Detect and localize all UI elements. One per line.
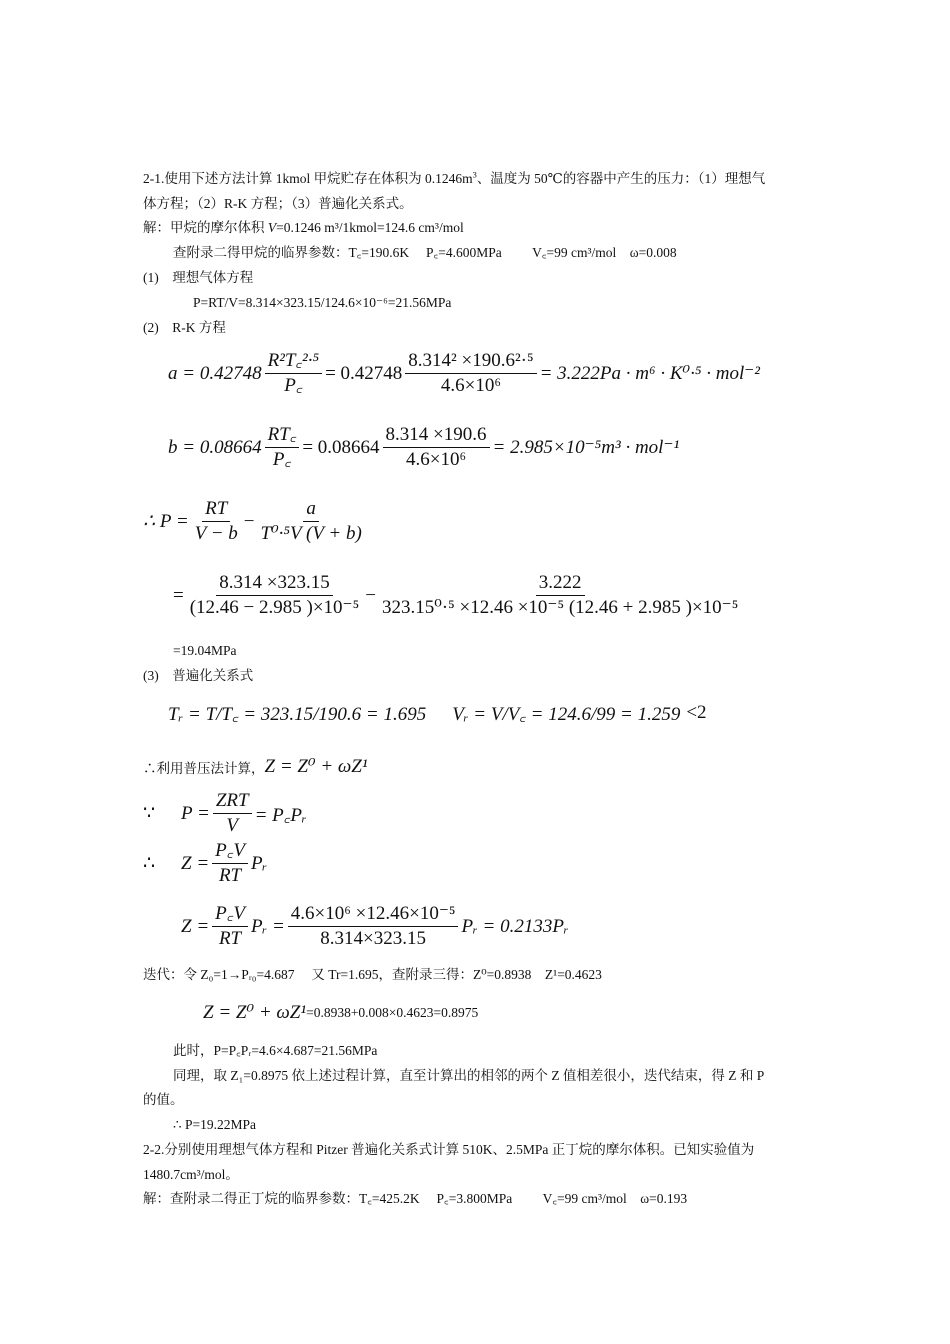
reduced-temperature: Tᵣ = T/T꜀ = 323.15/190.6 = 1.695 (168, 704, 427, 725)
numerator: RT (202, 498, 230, 522)
similarly-line1: 同理，取 Z₁=0.8975 依上述过程计算，直至计算出的相邻的两个 Z 值相差很小，迭代结束，得 Z 和 P (173, 1068, 765, 1083)
therefore-symbol: ∴ (143, 853, 156, 874)
numerator: 3.222 (536, 572, 585, 596)
eq-mid: = 0.42748 (325, 362, 403, 384)
rk-p-equation (143, 498, 368, 545)
denominator: P꜀ (284, 375, 303, 396)
eq-rhs: Pᵣ = 0.2133Pᵣ (461, 915, 569, 937)
similarly-line2: 的值。 (143, 1092, 184, 1107)
minus-sign: − (365, 584, 376, 606)
problem-2-1-line1 (143, 170, 765, 188)
reduced-volume: Vᵣ = V/V꜀ = 124.6/99 = 1.259 (452, 704, 681, 725)
z-equation: Z = Z⁰ + ωZ¹ (203, 1002, 307, 1023)
numerator: RT꜀ (265, 424, 300, 448)
eq-mid: = 0.08664 (302, 436, 380, 458)
fraction (265, 350, 323, 397)
solution-label: 解：甲烷的摩尔体积 (143, 220, 268, 235)
problem-2-2-line2: 1480.7cm³/mol。 (143, 1167, 239, 1182)
less-than-2: <2 (686, 702, 707, 723)
rk-p-substitution (173, 572, 744, 619)
problem-2-1-line2: 体方程；（2）R-K 方程；（3）普遍化关系式。 (143, 196, 413, 211)
fraction (213, 790, 252, 837)
fraction (405, 350, 536, 397)
numerator: P꜀V (212, 840, 248, 864)
superscript: 3 (472, 170, 477, 180)
fraction (212, 840, 248, 887)
equals-sign: = (173, 584, 184, 606)
fraction (288, 903, 459, 950)
ideal-gas-heading: (1) 理想气体方程 (143, 270, 254, 285)
eq-lhs: b = 0.08664 (168, 436, 262, 458)
numerator: 8.314² ×190.6²·⁵ (405, 350, 536, 374)
z-value: =0.8938+0.008×0.4623=0.8975 (306, 1004, 479, 1020)
solution-value: =0.1246 m³/1kmol=124.6 cm³/mol (276, 220, 464, 235)
fraction (192, 498, 241, 545)
therefore-equation (143, 840, 267, 887)
denominator: 4.6×10⁶ (405, 449, 467, 470)
denominator: RT (218, 928, 242, 949)
ideal-gas-calc: P=RT/V=8.314×323.15/124.6×10⁻⁶=21.56MPa (193, 295, 452, 310)
eq-lhs: Z = (181, 915, 210, 937)
fraction (212, 903, 248, 950)
method-equation: Z = Z⁰ + ωZ¹ (264, 756, 368, 777)
fraction (187, 572, 363, 619)
solution-molar-volume (143, 219, 464, 237)
problem-text: 、温度为 50℃的容器中产生的压力：（1）理想气 (476, 171, 766, 186)
fraction (379, 572, 741, 619)
final-result: ∴ P=19.22MPa (173, 1117, 256, 1132)
method-line (143, 755, 368, 778)
eq-lhs: ∴ P = (143, 511, 189, 532)
numerator: P꜀V (212, 903, 248, 927)
generalized-heading: (3) 普遍化关系式 (143, 668, 254, 683)
fraction (265, 424, 300, 471)
tr-vr-equation (168, 700, 707, 726)
eq-mid: Pᵣ = (250, 915, 285, 937)
numerator: 8.314 ×190.6 (383, 424, 490, 448)
because-equation (143, 790, 307, 837)
numerator: R²T꜀²·⁵ (265, 350, 323, 374)
variable-v: V (267, 220, 277, 235)
numerator: a (303, 498, 319, 522)
numerator: 8.314 ×323.15 (216, 572, 332, 596)
method-text: ∴利用普压法计算， (143, 760, 265, 776)
denominator: T⁰·⁵V (V + b) (260, 523, 362, 544)
eq-rhs: = 2.985×10⁻⁵m³ · mol⁻¹ (492, 437, 680, 458)
denominator: RT (218, 865, 242, 886)
denominator: 8.314×323.15 (320, 928, 426, 949)
eq-rhs: = 3.222Pa · m⁶ · K⁰·⁵ · mol⁻² (539, 363, 760, 384)
problem-2-2-line1: 2-2.分别使用理想气体方程和 Pitzer 普遍化关系式计算 510K、2.5MPa 正丁烷的摩尔体积。已知实验值为 (143, 1142, 755, 1157)
denominator: 323.15⁰·⁵ ×12.46 ×10⁻⁵ (12.46 + 2.985 )×10⁻⁵ (381, 597, 739, 618)
eq-lhs: P = (181, 802, 210, 824)
rk-b-equation (168, 424, 679, 471)
denominator: 4.6×10⁶ (440, 375, 501, 396)
z-calc-equation (203, 1001, 478, 1024)
fraction (258, 498, 365, 545)
problem-text: 2-1.使用下述方法计算 1kmol 甲烷贮存在体积为 0.1246m (143, 171, 473, 186)
rk-a-equation (168, 350, 760, 397)
rk-heading: (2) R-K 方程 (143, 320, 226, 335)
numerator: ZRT (213, 790, 252, 814)
eq-rhs: Pᵣ (250, 852, 268, 874)
eq-lhs: Z = (181, 852, 210, 874)
minus-sign: − (243, 510, 255, 532)
because-symbol: ∵ (143, 803, 156, 824)
eq-rhs: = P꜀Pᵣ (254, 804, 307, 826)
iteration-line: 迭代：令 Z₀=1→Pᵣ₀=4.687 又 Tr=1.695，查附录三得：Z⁰=0.8938 Z¹=0.4623 (143, 967, 602, 982)
at-this-point: 此时，P=P꜀Pᵣ=4.6×4.687=21.56MPa (173, 1043, 378, 1058)
denominator: V (226, 815, 239, 836)
problem-2-2-solution: 解：查附录二得正丁烷的临界参数：T꜀=425.2K P꜀=3.800MPa V꜀=99 cm³/mol ω=0.193 (143, 1191, 688, 1206)
denominator: (12.46 − 2.985 )×10⁻⁵ (189, 597, 360, 618)
denominator: P꜀ (272, 449, 292, 470)
rk-result: =19.04MPa (173, 643, 237, 658)
denominator: V − b (194, 523, 238, 544)
fraction (383, 424, 490, 471)
numerator: 4.6×10⁶ ×12.46×10⁻⁵ (288, 903, 459, 927)
eq-lhs: a = 0.42748 (168, 362, 262, 384)
critical-params-methane: 查附录二得甲烷的临界参数：T꜀=190.6K P꜀=4.600MPa V꜀=99 cm³/mol ω=0.008 (173, 245, 677, 260)
z-full-equation (181, 903, 569, 950)
